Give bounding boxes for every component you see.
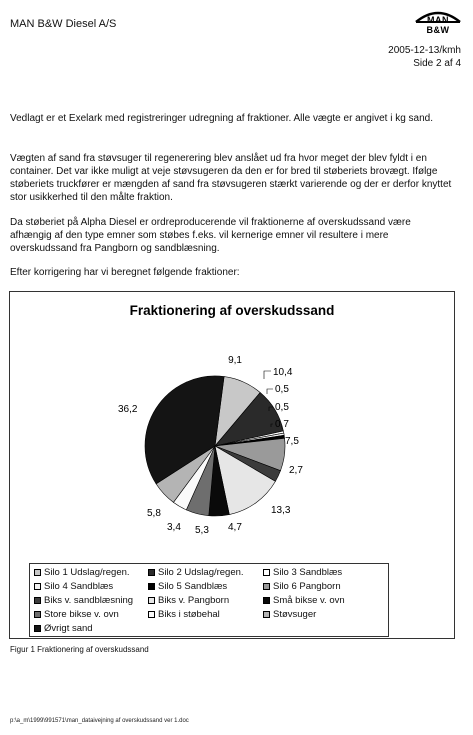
data-label-12: 5,8 xyxy=(147,508,161,519)
legend-item-12 xyxy=(263,609,316,621)
man-bw-logo xyxy=(412,6,464,40)
legend-label-2: Silo 2 Udslag/regen. xyxy=(158,567,244,578)
legend-label-1: Silo 1 Udslag/regen. xyxy=(44,567,130,578)
legend-item-4 xyxy=(34,581,113,593)
legend-item-1 xyxy=(34,567,130,579)
data-label-13: 36,2 xyxy=(118,404,138,415)
legend-item-11 xyxy=(148,609,220,621)
legend-swatch-7 xyxy=(34,597,41,604)
paragraph-1: Vedlagt er et Exelark med registreringer udregning af fraktioner. Alle vægte er angivet i kg sand. xyxy=(10,113,434,124)
leader-line-2 xyxy=(264,371,271,379)
data-label-1: 9,1 xyxy=(228,355,242,366)
legend-label-3: Silo 3 Sandblæs xyxy=(273,567,343,578)
company-name: MAN B&W Diesel A/S xyxy=(10,18,117,30)
logo-line1: MAN xyxy=(427,15,449,25)
leader-line-3 xyxy=(267,389,273,394)
document-meta xyxy=(388,44,461,70)
page-number: Side 2 af 4 xyxy=(413,58,461,69)
data-label-6: 7,5 xyxy=(285,436,299,447)
file-path-footer: p:\a_m\1999\991571\man_dataivejning af overskudssand ver 1.doc xyxy=(10,718,189,724)
legend-swatch-11 xyxy=(148,611,155,618)
legend-swatch-9 xyxy=(263,597,270,604)
legend-label-12: Støvsuger xyxy=(273,609,317,620)
legend-swatch-6 xyxy=(263,583,270,590)
legend-label-9: Små bikse v. ovn xyxy=(273,595,345,606)
legend-swatch-1 xyxy=(34,569,41,576)
data-label-3: 0,5 xyxy=(275,384,289,395)
data-label-5: 0,7 xyxy=(275,419,289,430)
legend-item-2 xyxy=(148,567,244,579)
legend-item-8 xyxy=(148,595,229,607)
data-label-10: 5,3 xyxy=(195,525,209,536)
chart-legend xyxy=(29,563,389,637)
legend-swatch-2 xyxy=(148,569,155,576)
pie-chart xyxy=(9,291,455,561)
data-label-8: 13,3 xyxy=(271,505,291,516)
legend-swatch-8 xyxy=(148,597,155,604)
data-label-7: 2,7 xyxy=(289,465,303,476)
legend-label-5: Silo 5 Sandblæs xyxy=(158,581,228,592)
legend-label-10: Store bikse v. ovn xyxy=(44,609,119,620)
legend-swatch-12 xyxy=(263,611,270,618)
legend-item-9 xyxy=(263,595,345,607)
date-reference: 2005-12-13/kmh xyxy=(388,45,461,56)
data-label-11: 3,4 xyxy=(167,522,181,533)
legend-item-6 xyxy=(263,581,341,593)
data-label-4: 0,5 xyxy=(275,402,289,413)
legend-item-10 xyxy=(34,609,119,621)
legend-swatch-3 xyxy=(263,569,270,576)
legend-swatch-5 xyxy=(148,583,155,590)
paragraph-2: Vægten af sand fra støvsuger til regenerering blev anslået ud fra hvor meget der blev fyldt i en container. Det var ikke muligt at veje støvsugeren da den er for bred til støberiets brovægt. Ifølge støberiets truckfører er mængden af sand fra støvsugeren stærkt varierende og der er derfor knyttet stor usikkerhed til den målte fraktion. xyxy=(10,153,452,203)
legend-label-6: Silo 6 Pangborn xyxy=(273,581,341,592)
chart-title: Fraktionering af overskudssand xyxy=(129,303,335,318)
legend-label-7: Biks v. sandblæsning xyxy=(44,595,134,606)
legend-label-8: Biks v. Pangborn xyxy=(158,595,230,606)
legend-label-13: Øvrigt sand xyxy=(44,623,93,634)
legend-swatch-13 xyxy=(34,625,41,632)
legend-swatch-4 xyxy=(34,583,41,590)
figure-caption: Figur 1 Fraktionering af overskudssand xyxy=(10,645,149,654)
legend-label-11: Biks i støbehal xyxy=(158,609,220,620)
paragraph-4: Efter korrigering har vi beregnet følgende fraktioner: xyxy=(10,267,240,278)
logo-line2: B&W xyxy=(426,25,450,35)
paragraph-3: Da støberiet på Alpha Diesel er ordreproducerende vil fraktionerne af overskudssand være afhængig af den type emner som støbes f.eks. vil kernerige emner vil resultere i mere overskudssand fra Pangborn og sandblæsning. xyxy=(10,217,411,254)
data-label-2: 10,4 xyxy=(273,367,293,378)
legend-item-5 xyxy=(148,581,227,593)
legend-label-4: Silo 4 Sandblæs xyxy=(44,581,114,592)
data-label-9: 4,7 xyxy=(228,522,242,533)
legend-item-13 xyxy=(34,623,93,635)
legend-item-3 xyxy=(263,567,342,579)
legend-swatch-10 xyxy=(34,611,41,618)
legend-item-7 xyxy=(34,595,133,607)
